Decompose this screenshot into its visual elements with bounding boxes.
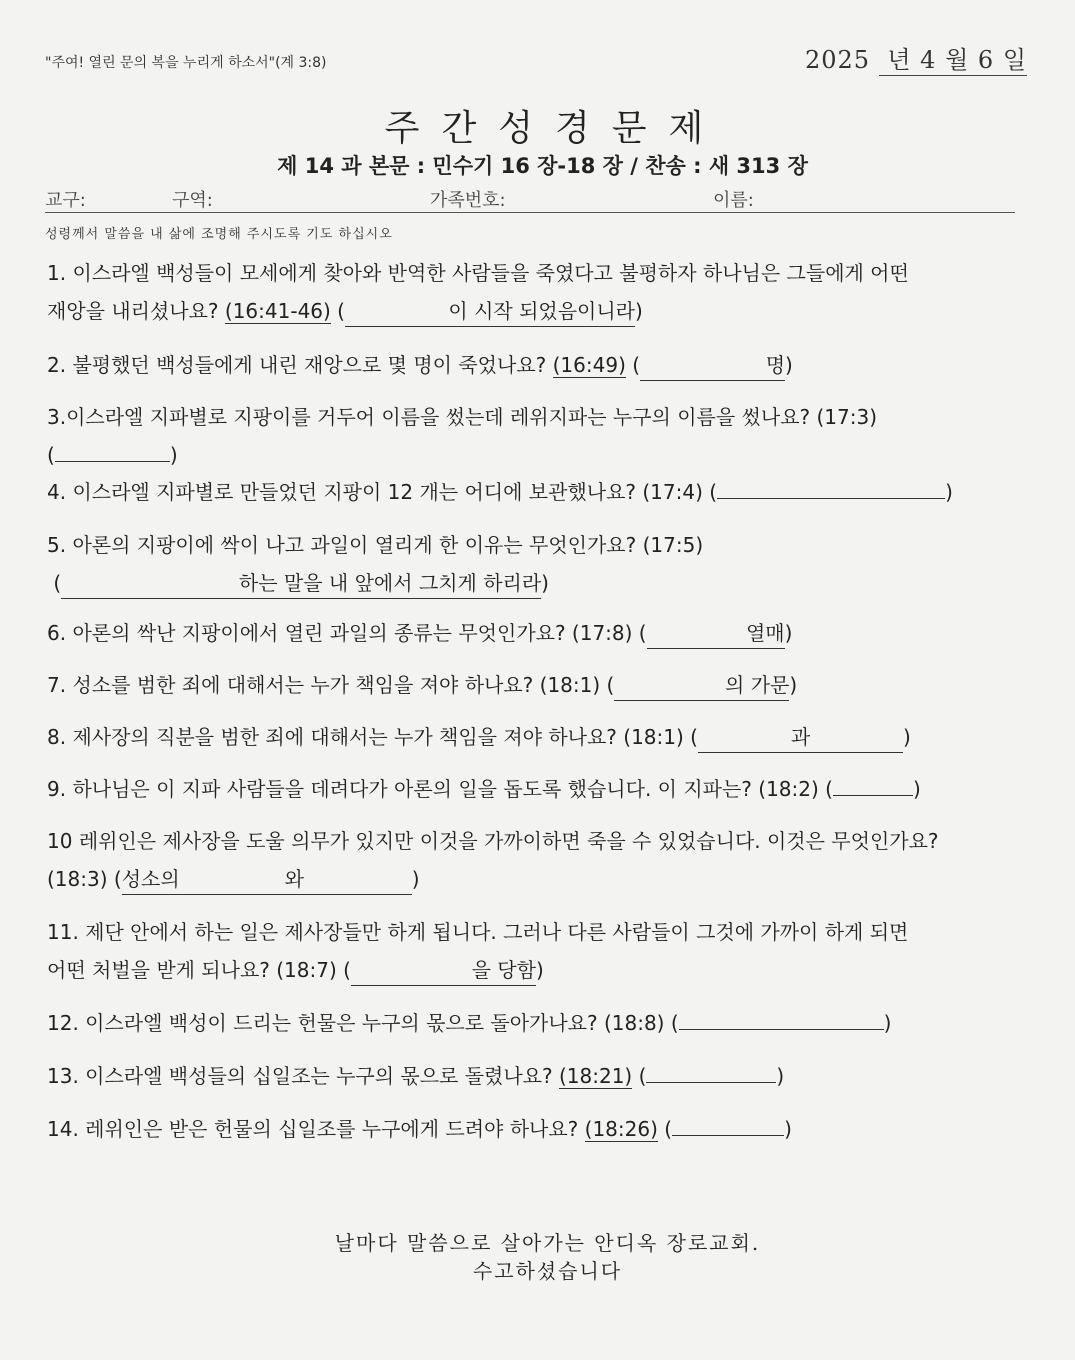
question-text: 아론의 지팡이에 싹이 나고 과일이 열리게 한 이유는 무엇인가요? (17:5) [72,533,704,557]
question-number: 14. [47,1117,79,1141]
district-label: 교구: [45,190,86,211]
question-text: 제단 안에서 하는 일은 제사장들만 하게 됩니다. 그러나 다른 사람들이 그것에 가까이 하게 되면 [85,920,909,944]
verse-ref: (18:21) [558,1064,633,1088]
question-number: 5. [47,533,67,557]
question-9: 9. 하나님은 이 지파 사람들을 데려다가 아론의 일을 돕도록 했습니다. 이 지파는? (18:2) ( ) [47,777,921,801]
question-text: 이스라엘 지파별로 지팡이를 거두어 이름을 썼는데 레위지파는 누구의 이름을 썼나요? (17:3) [66,405,877,429]
question-10: 10 레위인은 제사장을 도울 의무가 있지만 이것을 가까이하면 죽을 수 있었습니다. 이것은 무엇인가요? (18:3) (성소의 와 ) [47,822,939,898]
page-subtitle: 제 14 과 본문 : 민수기 16 장-18 장 / 찬송 : 새 313 장 [277,154,808,178]
answer-prefix: 성소의 [121,867,180,891]
question-4: 4. 이스라엘 지파별로 만들었던 지팡이 12 개는 어디에 보관했나요? (17:4) ( ) [47,480,953,504]
question-2: 2. 불평했던 백성들에게 내린 재앙으로 몇 명이 죽었나요? (16:49) ( 명) [47,346,793,384]
answer-suffix: 와 [284,867,304,891]
question-text: 아론의 싹난 지팡이에서 열린 과일의 종류는 무엇인가요? (17:8) [72,621,633,645]
prayer-note: 성령께서 말씀을 내 삶에 조명해 주시도록 기도 하십시오 [45,227,393,242]
zone-label: 구역: [172,190,213,211]
answer-blank[interactable] [679,1029,884,1030]
answer-blank[interactable]: 하는 말을 내 앞에서 그치게 하리라 [61,568,541,599]
answer-blank[interactable]: 과 [698,722,903,753]
question-text: 이스라엘 백성이 드리는 헌물은 누구의 몫으로 돌아가나요? (18:8) [85,1011,665,1035]
question-text: 이스라엘 백성들이 모세에게 찾아와 반역한 사람들을 죽였다고 불평하자 하나님은 그들에게 어떤 [72,261,909,285]
answer-blank[interactable]: 의 가문 [614,670,789,701]
date-month-unit: 월 [945,46,970,74]
question-text: 이스라엘 백성들의 십일조는 누구의 몫으로 돌렸나요? [85,1064,553,1088]
question-number: 13. [47,1064,79,1088]
answer-blank[interactable] [833,795,913,796]
header-motto: "주여! 열린 문의 복을 누리게 하소서"(계 3:8) [45,55,327,71]
verse-ref: (18:3) [47,867,108,891]
question-3: 3.이스라엘 지파별로 지팡이를 거두어 이름을 썼는데 레위지파는 누구의 이름을 썼나요? (17:3) ( ) [47,405,877,467]
question-number: 3. [47,405,67,429]
question-11: 11. 제단 안에서 하는 일은 제사장들만 하게 됩니다. 그러나 다른 사람들이 그것에 가까이 하게 되면 어떤 처벌을 받게 되나요? (18:7) ( 을 당함) [47,913,908,989]
question-text: 성소를 범한 죄에 대해서는 누가 책임을 져야 하나요? (18:1) [72,673,601,697]
family-number-label: 가족번호: [430,190,506,211]
verse-ref: (18:26) [584,1117,658,1141]
answer-blank[interactable] [122,864,412,895]
question-text: 불평했던 백성들에게 내린 재앙으로 몇 명이 죽었나요? [72,353,547,377]
question-number: 4. [47,480,67,504]
question-1: 1. 이스라엘 백성들이 모세에게 찾아와 반역한 사람들을 죽였다고 불평하자 하나님은 그들에게 어떤 재앙을 내리셨나요? (16:41-46) ( 이 시작 되었음이니라) [47,254,909,330]
question-number: 6. [47,621,67,645]
question-12: 12. 이스라엘 백성이 드리는 헌물은 누구의 몫으로 돌아가나요? (18:8) ( ) [47,1011,892,1035]
footer-thanks: 수고하셨습니다 [472,1259,623,1283]
question-number: 2. [47,353,67,377]
header-date [805,40,1027,76]
question-number: 11. [47,920,79,944]
footer-church: 날마다 말씀으로 살아가는 안디옥 장로교회. [334,1231,761,1255]
question-text: 레위인은 제사장을 도울 의무가 있지만 이것을 가까이하면 죽을 수 있었습니다. 이것은 무엇인가요? [78,829,939,853]
date-year: 2025 [804,46,871,74]
question-8: 8. 제사장의 직분을 범한 죄에 대해서는 누가 책임을 져야 하나요? (18:1) ( 과 ) [47,718,911,756]
page-title: 주간성경문제 [384,108,726,149]
question-number: 7. [47,673,67,697]
question-number: 12. [47,1011,79,1035]
answer-blank[interactable]: 열매 [647,618,785,649]
question-6: 6. 아론의 싹난 지팡이에서 열린 과일의 종류는 무엇인가요? (17:8) ( 열매) [47,614,792,652]
question-number: 10 [47,829,73,853]
question-13: 13. 이스라엘 백성들의 십일조는 누구의 몫으로 돌렸나요? (18:21) ( ) [47,1064,785,1088]
verse-ref: (16:49) [552,353,626,377]
date-value [879,40,1027,76]
question-number: 9. [47,777,67,801]
answer-blank[interactable]: 명 [640,350,785,381]
question-5: 5. 아론의 지팡이에 싹이 나고 과일이 열리게 한 이유는 무엇인가요? (17:5) ( 하는 말을 내 앞에서 그치게 하리라) [47,526,703,602]
question-text: 어떤 처벌을 받게 되나요? (18:7) [47,958,337,982]
question-text: 레위인은 받은 헌물의 십일조를 누구에게 드려야 하나요? [85,1117,579,1141]
question-number: 1. [47,261,67,285]
question-14: 14. 레위인은 받은 헌물의 십일조를 누구에게 드려야 하나요? (18:26) ( ) [47,1117,792,1141]
answer-blank[interactable]: 을 당함 [351,955,536,986]
answer-blank[interactable] [717,498,945,499]
answer-blank[interactable] [672,1135,784,1136]
info-row [45,186,1015,213]
question-7: 7. 성소를 범한 죄에 대해서는 누가 책임을 져야 하나요? (18:1) ( 의 가문) [47,666,797,704]
question-number: 8. [47,725,67,749]
question-text: 재앙을 내리셨나요? [47,299,219,323]
answer-blank[interactable] [55,461,170,462]
date-day: 6 [977,46,995,74]
answer-blank[interactable]: 이 시작 되었음이니라 [345,296,635,327]
question-text: 하나님은 이 지파 사람들을 데려다가 아론의 일을 돕도록 했습니다. 이 지파는? (18:2) [72,777,819,801]
question-text: 제사장의 직분을 범한 죄에 대해서는 누가 책임을 져야 하나요? (18:1) [72,725,684,749]
date-year-unit: 년 [887,46,912,74]
name-label: 이름: [713,190,754,211]
verse-ref: (16:41-46) [224,299,331,323]
date-month: 4 [920,46,937,74]
question-text: 이스라엘 지파별로 만들었던 지팡이 12 개는 어디에 보관했나요? (17:4) [72,480,703,504]
answer-blank[interactable] [646,1082,776,1083]
date-day-unit: 일 [1002,46,1027,74]
